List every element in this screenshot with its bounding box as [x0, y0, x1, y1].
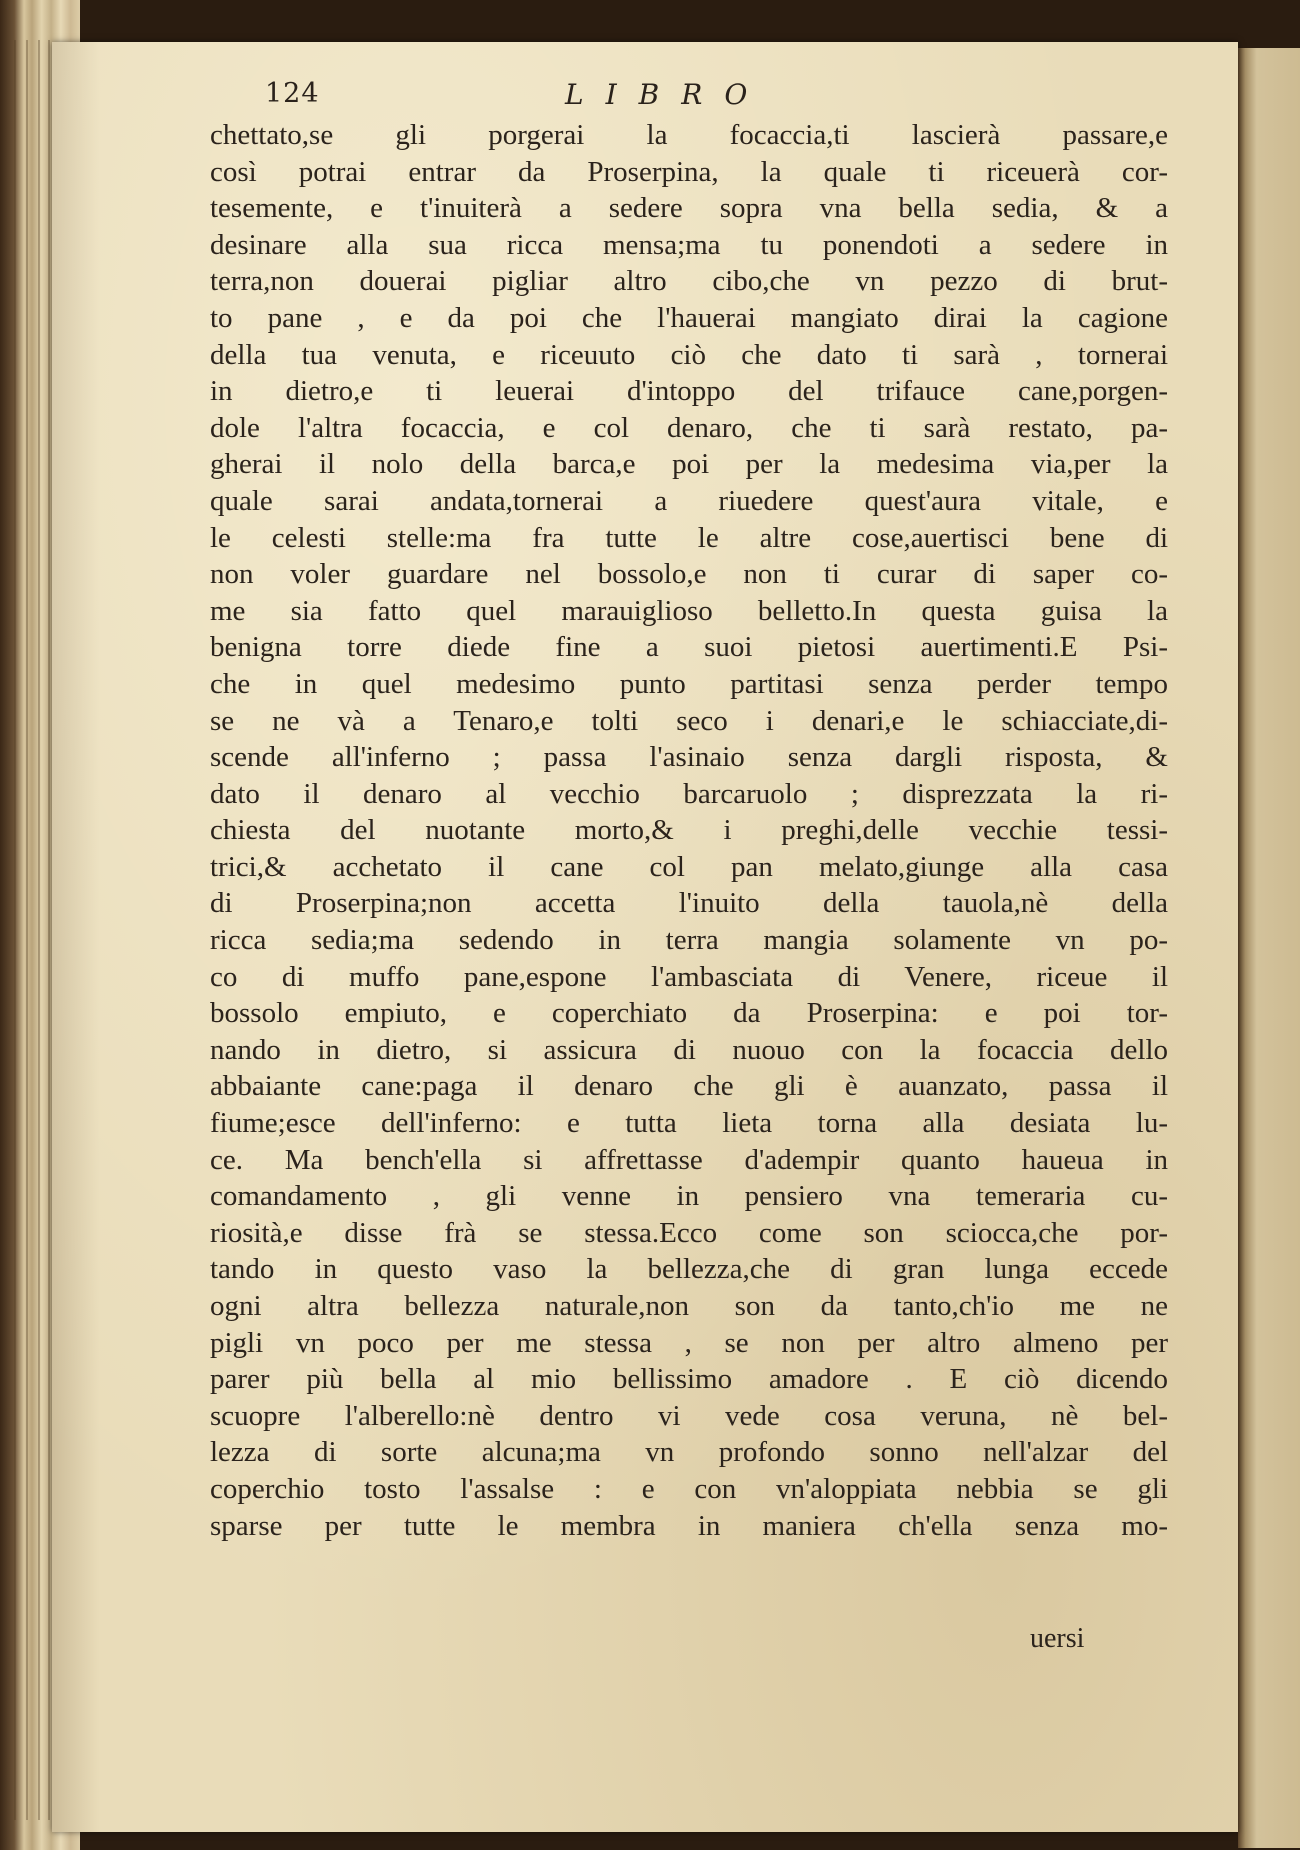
text-line: parer più bella al mio bellissimo amadore . E ciò dicendo [210, 1363, 1168, 1396]
page-number: 124 [265, 78, 320, 109]
text-line: coperchio tosto l'assalse : e con vn'aloppiata nebbia se gli [210, 1472, 1168, 1505]
text-line: comandamento , gli venne in pensiero vna temeraria cu- [210, 1180, 1168, 1213]
text-line: tando in questo vaso la bellezza,che di gran lunga eccede [210, 1253, 1168, 1286]
facing-page-edge [1238, 48, 1300, 1848]
text-line: sparse per tutte le membra in maniera ch'ella senza mo- [210, 1509, 1168, 1542]
running-head: LIBRO [565, 78, 770, 111]
text-line: me sia fatto quel marauiglioso belletto.In questa guisa la [210, 594, 1168, 627]
text-line: gherai il nolo della barca,e poi per la medesima via,per la [210, 448, 1168, 481]
text-line: dole l'altra focaccia, e col denaro, che ti sarà restato, pa- [210, 411, 1168, 444]
body-text [210, 117, 1168, 1544]
text-line: in dietro,e ti leuerai d'intoppo del trifauce cane,porgen- [210, 375, 1168, 408]
text-line: se ne và a Tenaro,e tolti seco i denari,e le schiacciate,di- [210, 704, 1168, 737]
text-line: lezza di sorte alcuna;ma vn profondo sonno nell'alzar del [210, 1436, 1168, 1469]
text-line: benigna torre diede fine a suoi pietosi auertimenti.E Psi- [210, 631, 1168, 664]
text-line: così potrai entrar da Proserpina, la quale ti riceuerà cor- [210, 155, 1168, 188]
text-line: scende all'inferno ; passa l'asinaio senza dargli risposta, & [210, 741, 1168, 774]
catchword: uersi [1030, 1623, 1085, 1654]
text-line: non voler guardare nel bossolo,e non ti curar di saper co- [210, 558, 1168, 591]
text-line: quale sarai andata,tornerai a riuedere quest'aura vitale, e [210, 484, 1168, 517]
text-line: ce. Ma bench'ella si affrettasse d'adempir quanto haueua in [210, 1143, 1168, 1176]
text-line: della tua venuta, e riceuuto ciò che dato ti sarà , tornerai [210, 338, 1168, 371]
text-line: chettato,se gli porgerai la focaccia,ti lascierà passare,e [210, 119, 1168, 151]
text-line: le celesti stelle:ma fra tutte le altre cose,auertisci bene di [210, 521, 1168, 554]
text-line: desinare alla sua ricca mensa;ma tu ponendoti a sedere in [210, 228, 1168, 261]
text-line: dato il denaro al vecchio barcaruolo ; disprezzata la ri- [210, 777, 1168, 810]
text-line: terra,non douerai pigliar altro cibo,che vn pezzo di brut- [210, 265, 1168, 298]
text-line: tesemente, e t'inuiterà a sedere sopra vna bella sedia, & a [210, 192, 1168, 225]
text-line: di Proserpina;non accetta l'inuito della tauola,nè della [210, 887, 1168, 920]
text-line: fiume;esce dell'inferno: e tutta lieta torna alla desiata lu- [210, 1107, 1168, 1140]
text-line: nando in dietro, si assicura di nuouo con la focaccia dello [210, 1033, 1168, 1066]
text-line: co di muffo pane,espone l'ambasciata di Venere, riceue il [210, 960, 1168, 993]
text-line: trici,& acchetato il cane col pan melato,giunge alla casa [210, 850, 1168, 883]
text-line: pigli vn poco per me stessa , se non per altro almeno per [210, 1326, 1168, 1359]
text-line: chiesta del nuotante morto,& i preghi,delle vecchie tessi- [210, 814, 1168, 847]
text-line: riosità,e disse frà se stessa.Ecco come son sciocca,che por- [210, 1216, 1168, 1249]
text-line: che in quel medesimo punto partitasi senza perder tempo [210, 667, 1168, 700]
text-line: abbaiante cane:paga il denaro che gli è auanzato, passa il [210, 1070, 1168, 1103]
page-header [210, 78, 950, 118]
text-line: bossolo empiuto, e coperchiato da Proserpina: e poi tor- [210, 997, 1168, 1030]
text-line: ricca sedia;ma sedendo in terra mangia solamente vn po- [210, 924, 1168, 957]
text-line: to pane , e da poi che l'hauerai mangiato dirai la cagione [210, 301, 1168, 334]
text-line: ogni altra bellezza naturale,non son da tanto,ch'io me ne [210, 1290, 1168, 1322]
text-line: scuopre l'alberello:nè dentro vi vede cosa veruna, nè bel- [210, 1399, 1168, 1432]
